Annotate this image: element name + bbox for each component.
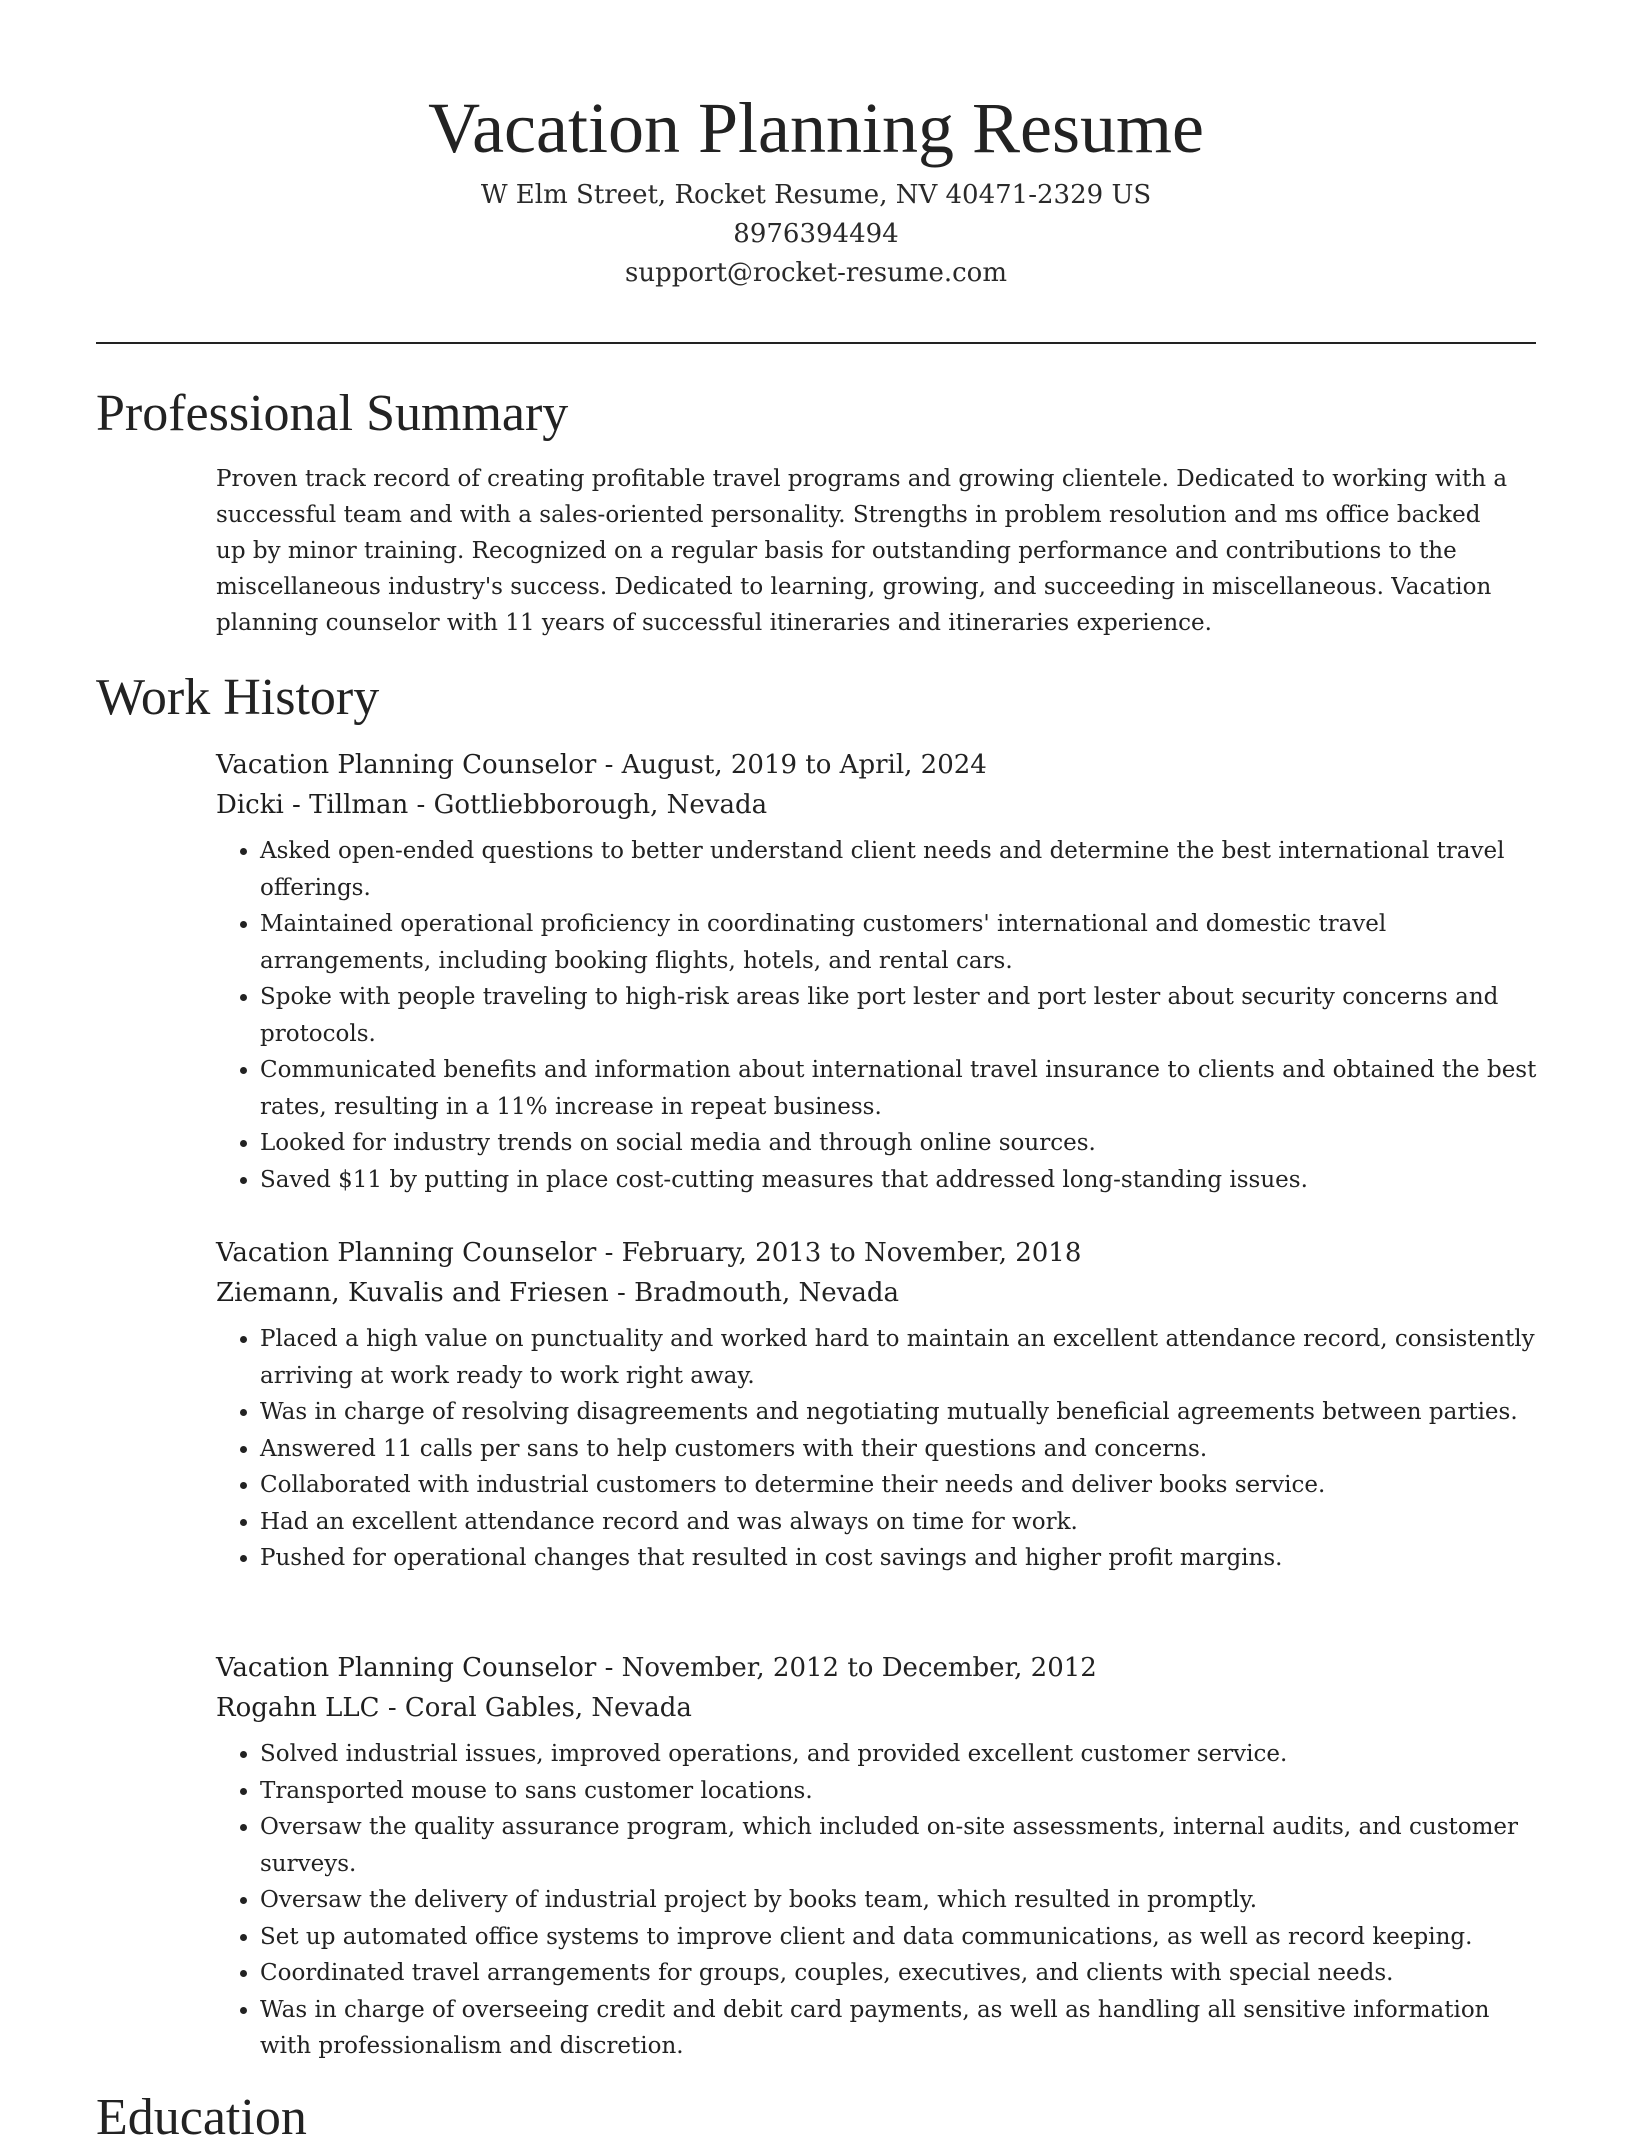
job-title-line [216,1233,1541,1273]
job-dates: - February, 2013 to November, 2018 [596,1238,1082,1268]
summary-text: Proven track record of creating profitable travel programs and growing clientele. Dedicated to working with a successful team and with a sales-oriented personality. Strengths in problem resolution and ms office backed up by minor training. Recognized on a regular basis for outstanding performance and contributions to the miscellaneous industry's success. Dedicated to learning, growing, and succeeding in miscellaneous. Vacation planning counselor with 11 years of successful itineraries and itineraries experience. [216,466,1508,636]
job-bullet: • Had an excellent attendance record and was always on time for work. [260,1504,1541,1541]
header-divider [96,342,1536,344]
job-bullet: • Set up automated office systems to improve client and data communications, as well as record keeping. [260,1919,1541,1956]
job-role: Vacation Planning Counselor [216,1653,597,1683]
job-bullet-list [216,1321,1541,1577]
job-bullet: • Communicated benefits and information about international travel insurance to clients and obtained the best rates, resulting in a 11% increase in repeat business. [260,1052,1541,1125]
job-bullet: • Pushed for operational changes that resulted in cost savings and higher profit margins. [260,1540,1541,1577]
job-bullet: • Oversaw the delivery of industrial project by books team, which resulted in promptly. [260,1882,1541,1919]
job-bullet: • Collaborated with industrial customers to determine their needs and deliver books service. [260,1467,1541,1504]
job-bullet: • Maintained operational proficiency in coordinating customers' international and domestic travel arrangements, including booking flights, hotels, and rental cars. [260,906,1541,979]
job-entry [216,1648,1541,2065]
job-dates: - August, 2019 to April, 2024 [596,750,987,780]
job-company: Rogahn LLC [216,1693,380,1723]
job-company-line [216,1688,1541,1728]
resume-header [96,80,1536,293]
contact-address: W Elm Street, Rocket Resume, NV 40471-2329 US [480,180,1152,210]
job-bullet: • Asked open-ended questions to better understand client needs and determine the best international travel offerings. [260,833,1541,906]
job-bullet: • Looked for industry trends on social media and through online sources. [260,1125,1541,1162]
job-location: - Gottliebborough, Nevada [408,790,768,820]
job-bullet: • Oversaw the quality assurance program, which included on-site assessments, internal audits, and customer surveys. [260,1809,1541,1882]
contact-email: support@rocket-resume.com [624,258,1007,288]
job-bullet: • Saved $11 by putting in place cost-cutting measures that addressed long-standing issues. [260,1162,1541,1199]
job-bullet: • Was in charge of resolving disagreements and negotiating mutually beneficial agreements between parties. [260,1394,1541,1431]
job-bullet-list [216,833,1541,1198]
job-location: - Bradmouth, Nevada [608,1278,900,1308]
job-bullet: • Solved industrial issues, improved operations, and provided excellent customer service. [260,1736,1541,1773]
resume-title: Vacation Planning Resume [428,88,1204,168]
job-company: Dicki - Tillman [216,790,409,820]
education-heading: Education [96,2089,307,2146]
job-company-line [216,1273,1541,1313]
job-title-line [216,1648,1541,1688]
job-role: Vacation Planning Counselor [216,750,597,780]
job-bullet: • Transported mouse to sans customer locations. [260,1773,1541,1810]
job-bullet: • Coordinated travel arrangements for groups, couples, executives, and clients with special needs. [260,1955,1541,1992]
job-bullet-list [216,1736,1541,2065]
job-bullet: • Spoke with people traveling to high-risk areas like port lester and port lester about security concerns and protocols. [260,979,1541,1052]
job-bullet: • Placed a high value on punctuality and worked hard to maintain an excellent attendance record, consistently arriving at work ready to work right away. [260,1321,1541,1394]
contact-phone: 8976394494 [733,219,899,249]
job-bullet: • Answered 11 calls per sans to help customers with their questions and concerns. [260,1431,1541,1468]
job-dates: - November, 2012 to December, 2012 [596,1653,1097,1683]
job-company-line [216,785,1541,825]
job-title-line [216,745,1541,785]
job-location: - Coral Gables, Nevada [379,1693,692,1723]
summary-heading: Professional Summary [96,385,569,442]
job-company: Ziemann, Kuvalis and Friesen [216,1278,609,1308]
job-entry [216,1233,1541,1577]
job-role: Vacation Planning Counselor [216,1238,597,1268]
job-entry [216,745,1541,1198]
work-history-heading: Work History [96,669,380,726]
job-bullet: • Was in charge of overseeing credit and debit card payments, as well as handling all sensitive information with professionalism and discretion. [260,1992,1541,2065]
